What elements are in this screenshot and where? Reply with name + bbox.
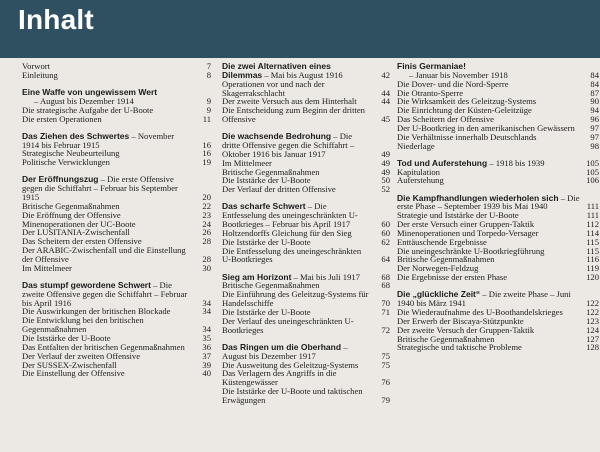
entry-title: Der Verlauf des uneingeschränkten U-Bootkrieges [222,315,354,335]
entry-title: Die Entscheidung zum Beginn der dritten Offensive [222,105,365,125]
entry-title: Vorwort [22,61,51,71]
page-number: 34 [202,306,211,317]
section-heading [22,281,211,308]
toc-entry [397,273,599,282]
toc-column-2 [222,62,390,413]
page-number: 128 [586,342,599,353]
entry-title: Die Entfesselung des uneingeschränkten U-Bootkrieges [222,245,362,265]
entry-title: Minenoperationen und Torpedo-Versager [397,227,539,238]
toc-section [22,281,211,378]
toc-section [397,62,599,150]
toc-entry [22,369,211,378]
page-number: 72 [381,324,390,335]
page-number: 34 [202,324,211,335]
entry-title: Enttäuschende Ergebnisse [397,236,487,247]
section-heading-title: Das Ziehen des Schwertes [22,130,130,141]
entry-title: Die Eröffnung der Offensive [22,209,121,220]
entry-title: Operationen vor und nach der Skagerrakschlacht [222,78,325,98]
page-number: 26 [202,227,211,238]
toc-section [222,343,390,405]
entry-title: – Januar bis November 1918 [409,69,508,80]
page-number: 68 [381,280,390,291]
entry-title: Der SUSSEX-Zwischenfall [22,359,117,370]
entry-title: Kapitulation [397,166,440,177]
toc-section [397,290,599,352]
entry-title: Der zweite Versuch der Gruppen-Taktik [397,324,535,335]
entry-title: Die Verhältnisse innerhalb Deutschlands [397,131,537,142]
page-number: 120 [586,272,599,283]
entry-title: Strategische Neubeurteilung [22,148,120,159]
entry-title: Die Einrichtung der Küsten-Geleitzüge [397,105,532,116]
section-heading [222,202,390,229]
entry-title: Der Norwegen-Feldzug [397,263,479,274]
section-heading-subtitle: – 1918 bis 1939 [489,157,545,168]
page-number: 39 [202,359,211,370]
toc-entry [22,316,211,334]
section-heading-title: Der Eröffnungszug [22,174,99,185]
entry-title: Die Entwicklung bei den britischen Gegenmaßnahmen [22,315,144,335]
page-number: 105 [586,166,599,177]
page-number: 60 [381,227,390,238]
page-number: 124 [586,324,599,335]
toc-entry [22,246,211,264]
page-number: 111 [586,210,599,221]
toc-entry [397,176,599,185]
toc-entry [222,185,390,194]
page-number: 49 [381,166,390,177]
section-heading-subtitle: – Die zweite Offensive gegen die Schiffahrt – Februar bis April 1916 [22,279,188,308]
toc-entry [222,106,390,124]
entry-title: Die Ergebnisse der ersten Phase [397,272,508,283]
section-heading-title: Die „glückliche Zeit“ [397,289,481,300]
section-heading-title: Sieg am Horizont [222,271,292,282]
entry-title: Der U-Bootkrieg in den amerikanischen Gewässern [397,122,575,133]
entry-title: Die Einstellung der Offensive [22,368,125,379]
section-heading-subtitle: – Die Entfesselung des uneingeschränkten U-Bootkrieges – Februar bis April 1917 [222,201,358,230]
page-number: 97 [590,131,599,142]
page-number: 9 [206,104,211,115]
entry-title: Der Erwerb der Biscaya-Stützpunkte [397,315,524,326]
page-number: 28 [202,253,211,264]
page-number: 114 [586,227,599,238]
section-heading-title: Das stumpf gewordene Schwert [22,279,151,290]
entry-title: Das Scheitern der ersten Offensive [22,236,142,247]
toc-section [22,88,211,123]
toc-section [222,273,390,335]
entry-title: Im Mittelmeer [22,262,72,273]
section-heading-title: Eine Waffe von ungewissem Wert [22,86,158,97]
page-number: 11 [202,113,211,124]
toc-section [222,62,390,124]
entry-title: Holtzendorffs Gleichung für den Sieg [222,227,352,238]
page-number: 116 [586,254,599,265]
page-number: 123 [586,315,599,326]
page-number: 52 [381,184,390,195]
section-heading-title: Das Ringen um die Oberhand [222,341,342,352]
page-number: 111 [586,201,599,212]
page-number: 22 [202,200,211,211]
section-heading-subtitle: – Die erste Offensive gegen die Schiffahrt – Februar bis September 1915 [22,174,178,203]
entry-title: Die Iststärke der U-Boote [222,306,311,317]
toc-entry [222,290,390,308]
toc-section [22,62,211,80]
section-heading-title: Die wachsende Bedrohung [222,131,332,142]
entry-title: Die Iststärke der U-Boote und taktischen Erwägungen [222,386,363,405]
entry-title: Der ARABIC-Zwischenfall und die Einstellung der Offensive [22,245,186,264]
section-heading [397,194,599,212]
entry-title: Britische Gegenmaßnahmen [222,166,320,177]
section-heading-subtitle: – Die erste Phase – September 1939 bis Mai 1940 [397,192,580,212]
page-number: 49 [381,157,390,168]
page-number: 24 [202,218,211,229]
toc-column-1 [22,62,211,386]
page-number: 94 [590,105,599,116]
toc-section [397,159,599,186]
entry-title: Auferstehung [397,175,444,186]
entry-title: Niederlage [397,140,435,151]
entry-title: Die Ausweitung des Geleitzug-Systems [222,359,359,370]
page-number: 84 [590,69,599,80]
entry-title: Im Mittelmeer [222,157,272,168]
toc-entry [22,115,211,124]
toc-entry [222,369,390,387]
entry-title: Britische Gegenmaßnahmen [22,200,120,211]
page-number: 112 [586,219,599,230]
page-number: 19 [202,157,211,168]
entry-title: Die Iststärke der U-Boote [222,175,311,186]
page-number: 23 [202,209,211,220]
section-heading-title: Das scharfe Schwert [222,201,306,212]
page-number: 16 [202,139,211,150]
toc-entry [222,80,390,98]
toc-entry [222,387,390,405]
entry-title: Der Verlauf der dritten Offensive [222,184,336,195]
entry-title: Der Verlauf der zweiten Offensive [22,350,141,361]
entry-title: Die Iststärke der U-Boote [22,332,111,343]
entry-title: Die Auswirkungen der britischen Blockade [22,306,171,317]
page-number: 35 [202,332,211,343]
toc-section [397,194,599,282]
page-number: 42 [381,69,390,80]
page-number: 105 [586,157,599,168]
page-number: 37 [202,350,211,361]
toc-section [22,132,211,167]
page-number: 115 [586,245,599,256]
page-header-band [0,0,600,58]
toc-entry [397,142,599,151]
page-number: 34 [202,297,211,308]
page-number: 16 [202,148,211,159]
section-heading-subtitle: – August bis Dezember 1917 [222,341,348,361]
toc-entry [22,71,211,80]
entry-title: Strategie und Iststärke der U-Boote [397,210,519,221]
page-number: 119 [586,263,599,274]
toc-entry [397,343,599,352]
entry-title: Die Dover- und die Nord-Sperre [397,78,509,89]
page-number: 76 [381,377,390,388]
toc-section [22,175,211,272]
entry-title: Die uneingeschränkte U-Bootkriegführung [397,245,545,256]
page-number: 90 [590,96,599,107]
page-number: 122 [586,306,599,317]
entry-title: Britische Gegenmaßnahmen [222,280,320,291]
entry-title: Die Otranto-Sperre [397,87,464,98]
entry-title: Einleitung [22,69,58,80]
page-number: 40 [202,368,211,379]
entry-title: Britische Gegenmaßnahmen [397,254,495,265]
entry-title: – August bis Dezember 1914 [34,95,134,106]
page-number: 30 [202,262,211,273]
toc-entry [22,264,211,273]
section-heading-subtitle: – Mai bis Juli 1917 [293,271,360,282]
entry-title: Das Entfalten der britischen Gegenmaßnahmen [22,341,185,352]
section-heading-subtitle: – Mai bis August 1916 [264,69,343,80]
toc-entry [222,317,390,335]
page-number: 49 [381,148,390,159]
page-number: 96 [590,114,599,125]
page-number: 45 [381,114,390,125]
toc-entry [22,158,211,167]
page-number: 70 [381,298,390,309]
entry-title: Die Einführung des Geleitzug-Systems für Handelsschiffe [222,289,369,309]
entry-title: Der zweite Versuch aus dem Hinterhalt [222,96,357,107]
page-number: 75 [381,359,390,370]
section-heading [222,62,390,80]
toc-column-3 [397,62,599,361]
page-number: 97 [590,122,599,133]
entry-title: Die Wiederaufnahme des U-Boothandelskrieges [397,306,563,317]
page-number: 60 [381,219,390,230]
section-heading [397,290,599,308]
entry-title: Minenoperationen der UC-Boote [22,218,136,229]
entry-title: Der LUSITANIA-Zwischenfall [22,227,130,238]
page-number: 75 [381,350,390,361]
entry-title: Das Verlagern des Angriffs in die Küstengewässer [222,368,337,388]
section-heading [222,343,390,361]
entry-title: Politische Verwicklungen [22,157,110,168]
section-heading-subtitle: – Die zweite Phase – Juni 1940 bis März 1941 [397,289,571,309]
toc-entry [222,247,390,265]
page-number: 87 [590,87,599,98]
page-number: 79 [381,394,390,405]
entry-title: Britische Gegenmaßnahmen [397,333,495,344]
page-title: Inhalt [18,4,94,35]
page-number: 71 [381,306,390,317]
section-heading [22,175,211,202]
page-number: 8 [206,69,211,80]
page-number: 28 [202,236,211,247]
page-number: 127 [586,333,599,344]
toc-section [222,202,390,264]
page-number: 84 [590,78,599,89]
page-number: 44 [381,96,390,107]
page-number: 36 [202,341,211,352]
section-heading [222,132,390,159]
page-number: 62 [381,236,390,247]
page-number: 68 [381,271,390,282]
entry-title: Die Iststärke der U-Boote [222,236,311,247]
page-number: 9 [206,95,211,106]
section-heading-title: Tod und Auferstehung [397,157,488,168]
page-number: 64 [381,254,390,265]
page-number: 106 [586,175,599,186]
page-number: 20 [202,192,211,203]
toc-section [222,132,390,194]
entry-title: Das Scheitern der Offensive [397,114,494,125]
entry-title: Die ersten Operationen [22,113,102,124]
entry-title: Strategische und taktische Probleme [397,342,522,353]
section-heading-subtitle: – November 1914 bis Februar 1915 [22,130,175,150]
page-number: 98 [590,140,599,151]
page-number: 122 [586,298,599,309]
entry-title: Die Wirksamkeit des Geleitzug-Systems [397,96,537,107]
section-heading-title: Finis Germaniae! [397,61,466,71]
section-heading-subtitle: – Die dritte Offensive gegen die Schiffahrt – Oktober 1916 bis Januar 1917 [222,131,355,159]
section-heading-title: Die Kampfhandlungen wiederholen sich [397,192,559,203]
entry-title: Die strategische Aufgabe der U-Boote [22,104,154,115]
page-number: 44 [381,87,390,98]
page-number: 7 [206,61,211,71]
page-number: 115 [586,236,599,247]
section-heading [22,132,211,150]
entry-title: Der erste Versuch einer Gruppen-Taktik [397,219,535,230]
page-number: 50 [381,175,390,186]
section-heading-title: Die zwei Alternativen eines Dilemmas [222,61,331,80]
